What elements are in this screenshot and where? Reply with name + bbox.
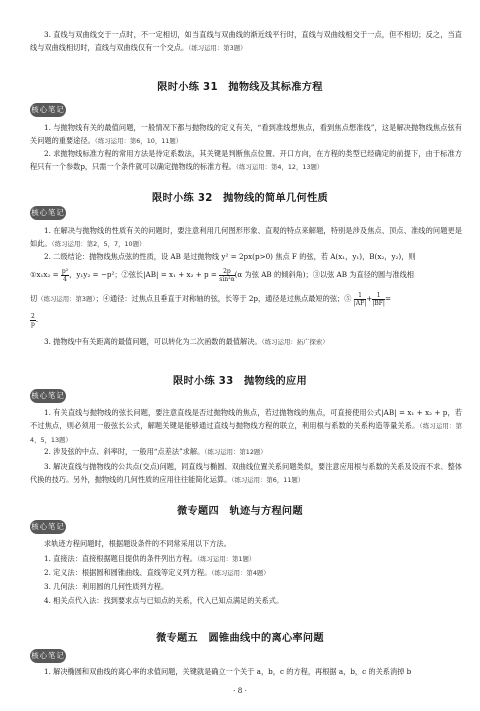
topic-title-4: 微专题四 轨迹与方程问题 [177,506,303,517]
paragraph-hyperbola-note: 3. 直线与双曲线交于一点时，不一定相切，如当直线与双曲线的渐近线平行时，直线与双曲线相交于一点，但不相切；反之，当直线与双曲线相切时，直线与双曲线仅有一个交点。（练习运用：第3题） [30,30,462,52]
section31-item-1: 1. 与抛物线有关的最值问题，一般情况下都与抛物线的定义有关，“看到准线想焦点，看到焦点想准线”，这是解决抛物线焦点弦有关问题的重要途径。（练习运用：第6，10，11题） [30,123,462,145]
topic-title-5: 微专题五 圆锥曲线中的离心率问题 [156,633,324,644]
fraction: $\frac{2p}{\text{sin²α}}$ [219,267,235,283]
core-notes-badge: 核心笔记 [30,389,66,403]
section33-item-1: 1. 有关直线与抛物线的弦长问题，要注意直线是否过抛物线的焦点，若过抛物线的焦点，可直接使用公式|AB| = x₁ + x₂ + p，若不过焦点，则必须用一般弦长公式，解题关键是能够通过直线与抛物线方程的联立，利用根与系数的关系构造等量关系。（练习运用：第4，5，13题） [30,408,462,444]
fraction: $\frac{\text{p²}}{4}$ [61,267,69,283]
topic4-intro: 求轨迹方程问题时，根据题设条件的不同常采用以下方法。 [44,539,231,548]
list-item: 3. 几何法：利用圆的几何性质列方程。 [44,582,169,591]
list-item: 2. 定义法：根据圆和圆锥曲线、直线等定义列方程。（练习运用：第4题） [44,568,270,577]
core-notes-badge: 核心笔记 [30,520,66,534]
section-title-33: 限时小练 33 抛物线的应用 [173,376,307,387]
fraction: $\frac{2}{p}$ [30,312,35,328]
section32-item-2-cont: 切（练习运用：第3题）；④通径：过焦点且垂直于对称轴的弦，长等于 2p，通径是过焦点最短的弦；⑤ $\frac{1}{|AF|}$ + $\frac{1}{|BF|}$ = [30,291,391,307]
section32-item-3: 3. 抛物线中有关距离的最值问题，可以转化为二次函数的最值解决。（练习运用：拓广探索） [44,337,329,346]
topic5-item-1: 1. 解决椭圆和双曲线的离心率的求值问题，关键就是确立一个关于 a，b，c 的方程，再根据 a，b，c 的关系消掉 b [44,667,412,676]
list-item: 1. 直接法：直接根据题目提供的条件列出方程。（练习运用：第1题） [44,554,256,563]
fraction: $\frac{1}{|AF|}$ [353,291,367,307]
fraction: $\frac{1}{|BF|}$ [372,291,385,307]
list-item: 4. 相关点代入法：找到要求点与已知点的关系，代入已知点满足的关系式。 [44,596,284,605]
section-title-32: 限时小练 32 抛物线的简单几何性质 [152,193,328,204]
section33-item-3: 3. 解决直线与抛物线的公共点(交点)问题，同直线与椭圆、双曲线位置关系问题类似，要注意应用根与系数的关系及设而不求、整体代换的技巧。另外，抛物线的几何性质的应用往往能简化运算。（练习运用：第6，11题） [30,462,462,484]
section32-item-1: 1. 在解决与抛物线的性质有关的问题时，要注意利用几何图形形象、直观的特点来解题，特别是涉及焦点、顶点、准线的问题更是如此。（练习运用：第2，5，7，10题） [30,226,462,248]
section31-item-2: 2. 求抛物线标准方程的常用方法是待定系数法，其关键是判断焦点位置、开口方向，在方程的类型已经确定的前提下，由于标准方程只有一个参数p，只需一个条件就可以确定抛物线的标准方程。（练习运用：第4，12，13题） [30,149,462,171]
section33-item-2: 2. 涉及弦的中点、斜率时，一般用“点差法”求解。（练习运用：第12题） [44,447,267,456]
core-notes-badge: 核心笔记 [30,206,66,220]
page-number: · 8 · [233,686,247,695]
section32-item-2: 2. 二级结论：抛物线焦点弦的性质，设 AB 是过抛物线 y² = 2px(p>0) 焦点 F 的弦，若 A(x₁，y₁)，B(x₂，y₂)，则 [44,252,416,261]
topic4-method-list [44,552,462,608]
core-notes-badge: 核心笔记 [30,649,66,663]
section32-item-2-formulas: ①x₁x₂ = $\frac{\text{p²}}{4}$ ，y₁y₂ = −p²；②弦长|AB| = x₁ + x₂ + p = $\frac{2p}{\text{sin²α}}$ (α 为弦 AB 的倾斜角)；③以弦 AB 为直径的圆与准线相 [30,267,414,283]
section32-item-2-end: $\frac{2}{p}$ . [30,312,39,328]
section-title-31: 限时小练 31 抛物线及其标准方程 [157,82,323,93]
core-notes-badge: 核心笔记 [30,103,66,117]
